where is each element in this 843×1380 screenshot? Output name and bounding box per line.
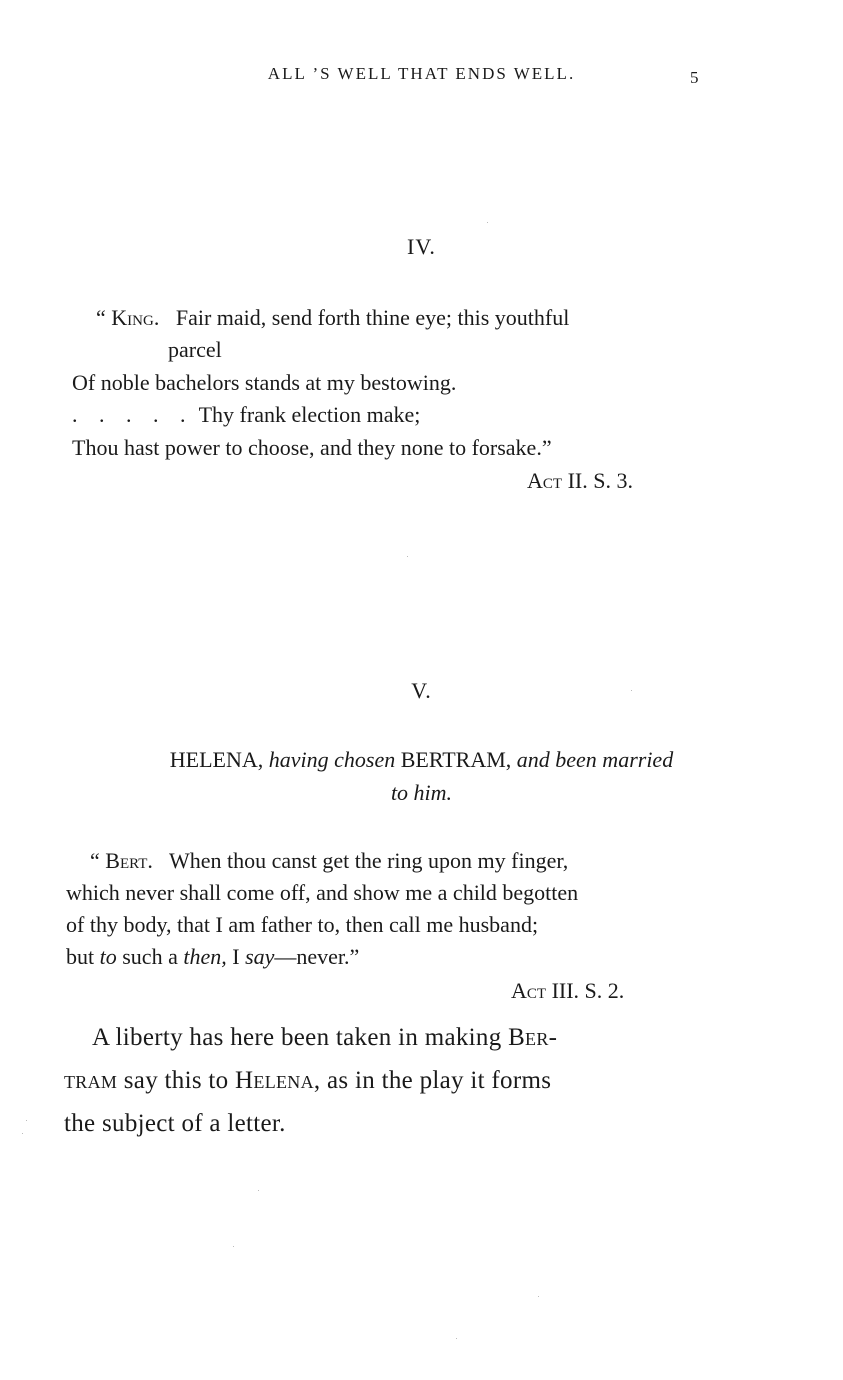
open-quote: “ — [90, 848, 100, 873]
paper-speck — [258, 1190, 259, 1191]
prose-line-4 — [66, 944, 359, 970]
paper-speck — [22, 1133, 23, 1134]
paper-speck — [233, 1246, 234, 1247]
act-reference-iv — [527, 468, 633, 494]
note-text: A liberty has here been taken in making — [92, 1024, 502, 1051]
title-name-bertram: BERTRAM, — [400, 747, 512, 772]
section-title-line-2: to him. — [390, 780, 453, 805]
running-header: ALL ’S WELL THAT ENDS WELL. — [267, 64, 576, 83]
act-reference-v — [511, 978, 624, 1004]
prose-text: but — [66, 944, 95, 969]
section-numeral-v: V. — [411, 678, 432, 703]
open-quote: “ — [96, 305, 106, 330]
verse-line-1 — [96, 305, 569, 331]
speaker-king: King. — [111, 305, 160, 330]
verse-line-2: Of noble bachelors stands at my bestowing. — [72, 370, 457, 395]
section-title-line-1 — [0, 747, 843, 773]
prose-italic: then, — [183, 944, 227, 969]
verse-line-1-continuation: parcel — [168, 337, 222, 362]
prose-text: —never.” — [274, 944, 360, 969]
verse-text: Thy frank election make; — [198, 402, 421, 427]
note-text: as in the play it forms — [327, 1067, 552, 1094]
note-smallcaps: Helena, — [235, 1067, 321, 1094]
prose-line-1 — [90, 848, 568, 874]
verse-line-3 — [72, 402, 420, 428]
ref-act: Act — [527, 468, 563, 493]
prose-text: When thou canst get the ring upon my finger, — [168, 848, 569, 873]
ref-act: Act — [511, 978, 547, 1003]
ref-scene: III. S. 2. — [551, 978, 625, 1003]
title-italic: and been married — [516, 747, 674, 772]
note-line-2 — [64, 1067, 551, 1095]
prose-line-2: which never shall come off, and show me a child begotten — [66, 880, 579, 905]
prose-line-3: of thy body, that I am father to, then call me husband; — [66, 912, 539, 937]
paper-speck — [26, 1120, 27, 1121]
prose-italic: to — [99, 944, 117, 969]
ellipsis: . . . . . — [72, 402, 194, 427]
paper-speck — [538, 1296, 539, 1297]
prose-text: such a — [122, 944, 178, 969]
ref-scene: II. S. 3. — [567, 468, 633, 493]
verse-line-4: Thou hast power to choose, and they none to forsake.” — [72, 435, 552, 460]
section-numeral-iv: IV. — [407, 234, 436, 259]
paper-speck — [631, 690, 632, 691]
note-smallcaps: Ber- — [508, 1024, 558, 1051]
paper-speck — [487, 222, 488, 223]
prose-text: I — [232, 944, 240, 969]
paper-speck — [407, 556, 408, 557]
page-number: 5 — [690, 68, 699, 87]
note-smallcaps: tram — [64, 1067, 118, 1094]
note-line-3: the subject of a letter. — [64, 1110, 286, 1137]
verse-text: Fair maid, send forth thine eye; this youthful — [175, 305, 570, 330]
title-italic: having chosen — [268, 747, 396, 772]
note-text: say this to — [123, 1067, 229, 1094]
prose-italic: say — [245, 944, 275, 969]
note-line-1 — [92, 1024, 557, 1052]
speaker-bert: Bert. — [105, 848, 153, 873]
paper-speck — [456, 1338, 457, 1339]
title-name-helena: HELENA, — [169, 747, 264, 772]
